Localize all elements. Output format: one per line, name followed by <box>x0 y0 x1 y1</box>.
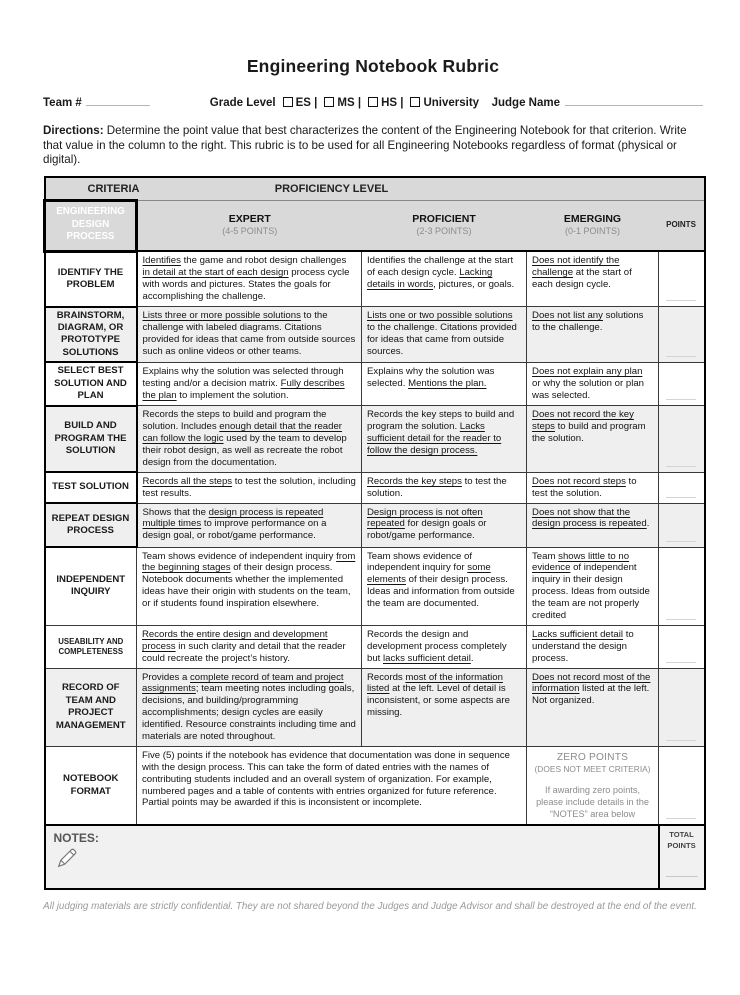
proficient-label: PROFICIENT <box>412 213 476 226</box>
proficient-cell: Records the design and development process completely but lacks sufficient detail. <box>362 625 527 668</box>
zero-title: ZERO POINTS <box>556 751 629 763</box>
points-cell <box>659 251 705 306</box>
zero-note: If awarding zero points, please include details in the “NOTES” area below <box>536 784 649 819</box>
points-cell <box>659 472 705 503</box>
info-row <box>43 93 703 109</box>
expert-cell: Records the entire design and development process in such clarity and detail that the reader could recreate the project’s history. <box>137 625 362 668</box>
emerging-cell: Does not identify the challenge at the start of each design cycle. <box>527 251 659 306</box>
rubric-row <box>45 307 705 363</box>
points-cell <box>659 625 705 668</box>
points-cell <box>659 547 705 625</box>
points-blank-line <box>666 619 696 620</box>
criteria-cell: REPEAT DESIGN PROCESS <box>45 503 137 547</box>
points-blank-line <box>666 662 696 663</box>
notebook-format-description-cell: Five (5) points if the notebook has evidence that documentation was done in sequence with the design process. This can take the form of dated entries with the names of contributing students included and an overall system of organization. For example, numbered pages and a table of contents with entries organized for future reference. Partial points may be awarded if this is inconsistent or incomplete. <box>137 746 527 825</box>
checkbox-icon <box>368 97 378 107</box>
points-blank-line <box>666 541 696 542</box>
criteria-header: CRITERIA <box>45 177 137 201</box>
proficiency-level-header: PROFICIENCY LEVEL <box>137 177 527 201</box>
criteria-cell: IDENTIFY THE PROBLEM <box>45 251 137 306</box>
checkbox-icon <box>410 97 420 107</box>
emerging-cell: Does not record most of the information listed at the left. Not organized. <box>527 668 659 746</box>
table-top-header-row <box>45 177 705 201</box>
team-label: Team # <box>43 97 82 109</box>
page-title: Engineering Notebook Rubric <box>246 56 500 76</box>
proficient-cell: Design process is not often repeated for design goals or robot/game performance. <box>362 503 527 547</box>
criteria-cell: BRAINSTORM, DIAGRAM, OR PROTOTYPE SOLUTIONS <box>45 307 137 363</box>
points-blank-line <box>666 356 696 357</box>
directions-paragraph <box>43 124 703 168</box>
emerging-cell: Team shows little to no evidence of independent inquiry in their design process. Ideas from outside the team are not properly credited <box>527 547 659 625</box>
points-cell <box>659 668 705 746</box>
points-cell <box>659 362 705 405</box>
emerging-label: EMERGING <box>563 213 622 226</box>
grade-label: Grade Level <box>209 97 276 109</box>
proficient-cell: Team shows evidence of independent inquiry for some elements of their design process. Ideas and information from outside the team are documented. <box>362 547 527 625</box>
emerging-cell: Does not record the key steps to build and program the solution. <box>527 406 659 472</box>
checkbox-icon <box>324 97 334 107</box>
expert-cell: Records the steps to build and program the solution. Includes enough detail that the reader can follow the logic used by the team to develop their robot design, as well as recreate the robot design from the documentation. <box>137 406 362 472</box>
grade-option-ms: MS <box>317 97 354 109</box>
proficient-cell: Records the key steps to build and program the solution. Lacks sufficient detail for the reader to follow the design process. <box>362 406 527 472</box>
points-cell <box>659 503 705 547</box>
rubric-row-notebook-format <box>45 746 705 825</box>
expert-cell: Team shows evidence of independent inquiry from the beginning stages of their design process. Notebook documents whether the implemented ideas have their origin with students on the team, or if students found inspiration elsewhere. <box>137 547 362 625</box>
grade-option-hs: HS <box>361 97 397 109</box>
grade-option-es: ES <box>276 97 311 109</box>
emerging-cell: Does not list any solutions to the challenge. <box>527 307 659 363</box>
total-points-blank-line <box>666 876 698 877</box>
document-page <box>43 56 703 890</box>
proficient-cell: Lists one or two possible solutions to the challenge. Citations provided for ideas that came from outside sources. <box>362 307 527 363</box>
rubric-row <box>45 625 705 668</box>
notes-cell <box>45 825 659 889</box>
total-points-label: TOTAL POINTS <box>667 830 696 851</box>
notes-row <box>45 825 705 889</box>
checkbox-icon <box>283 97 293 107</box>
proficient-cell: Identifies the challenge at the start of each design cycle. Lacking details in words, pictures, or goals. <box>362 251 527 306</box>
grade-level-field <box>210 97 479 109</box>
points-blank-line <box>666 300 696 301</box>
zero-points-cell <box>527 746 659 825</box>
level-header-emerging <box>527 200 659 251</box>
level-header-proficient <box>362 200 527 251</box>
points-blank-line <box>666 740 696 741</box>
expert-points-range: (4-5 POINTS) <box>222 226 278 237</box>
judge-blank-line <box>565 93 703 106</box>
points-cell <box>659 746 705 825</box>
expert-cell: Explains why the solution was selected through testing and/or a decision matrix. Fully describes the plan to implement the solution. <box>137 362 362 405</box>
criteria-cell: SELECT BEST SOLUTION AND PLAN <box>45 362 137 405</box>
notes-label: NOTES: <box>53 831 99 846</box>
points-cell <box>659 307 705 363</box>
proficient-cell: Explains why the solution was selected. Mentions the plan. <box>362 362 527 405</box>
grade-options <box>276 97 479 109</box>
confidentiality-footer: All judging materials are strictly confidential. They are not shared beyond the Judges and Judge Advisor and shall be destroyed at the end of the event. <box>43 901 697 913</box>
points-blank-line <box>666 399 696 400</box>
expert-cell: Provides a complete record of team and project assignments; team meeting notes including goals, decisions, and building/programming accomplishments; design cycles are easily identified. Resource constraints including time and materials are noted throughout. <box>137 668 362 746</box>
expert-cell: Records all the steps to test the solution, including test results. <box>137 472 362 503</box>
directions-label: Directions: <box>43 124 104 137</box>
grade-separator: | <box>310 97 318 109</box>
team-blank-line <box>86 93 150 106</box>
criteria-cell: USEABILITY AND COMPLETENESS <box>45 625 137 668</box>
rubric-row <box>45 668 705 746</box>
directions-text: Determine the point value that best characterizes the content of the Engineering Notebook for that criterion. Write that value in the column to the right. This rubric is to be used for all Engineering Notebooks regardless of format (physical or digital). <box>43 124 687 167</box>
criteria-cell: RECORD OF TEAM AND PROJECT MANAGEMENT <box>45 668 137 746</box>
criteria-cell: INDEPENDENT INQUIRY <box>45 547 137 625</box>
grade-option-university: University <box>403 97 479 109</box>
grade-separator: | <box>354 97 362 109</box>
top-header-spacer <box>527 177 705 201</box>
table-level-header-row <box>45 200 705 251</box>
proficient-cell: Records most of the information listed at the left. Level of detail is inconsistent, or some aspects are missing. <box>362 668 527 746</box>
rubric-row <box>45 251 705 306</box>
emerging-cell: Does not explain any plan or why the solution or plan was selected. <box>527 362 659 405</box>
rubric-row <box>45 406 705 472</box>
engineering-design-process-header: ENGINEERING DESIGN PROCESS <box>45 200 137 251</box>
grade-separator: | <box>397 97 404 109</box>
expert-cell: Identifies the game and robot design challenges in detail at the start of each design process cycle with words and pictures. States the goals for accomplishing the challenge. <box>137 251 362 306</box>
total-points-cell <box>659 825 705 889</box>
criteria-cell: BUILD AND PROGRAM THE SOLUTION <box>45 406 137 472</box>
rubric-row <box>45 503 705 547</box>
emerging-cell: Does not record steps to test the solution. <box>527 472 659 503</box>
rubric-row <box>45 547 705 625</box>
points-cell <box>659 406 705 472</box>
rubric-row <box>45 472 705 503</box>
criteria-cell: NOTEBOOK FORMAT <box>45 746 137 825</box>
zero-sub: (DOES NOT MEET CRITERIA) <box>534 763 651 774</box>
expert-label: EXPERT <box>228 213 271 226</box>
level-header-expert <box>137 200 362 251</box>
proficient-cell: Records the key steps to test the solution. <box>362 472 527 503</box>
expert-cell: Shows that the design process is repeated multiple times to improve performance on a design goal, or robot/game performance. <box>137 503 362 547</box>
points-header: POINTS <box>659 200 705 251</box>
judge-label: Judge Name <box>491 97 560 109</box>
rubric-row <box>45 362 705 405</box>
team-field <box>43 93 150 109</box>
points-blank-line <box>666 497 696 498</box>
criteria-cell: TEST SOLUTION <box>45 472 137 503</box>
rubric-table <box>43 176 706 891</box>
proficient-points-range: (2-3 POINTS) <box>416 226 472 237</box>
judge-name-field <box>492 93 703 109</box>
points-blank-line <box>666 818 696 819</box>
points-blank-line <box>666 466 696 467</box>
emerging-points-range: (0-1 POINTS) <box>565 226 621 237</box>
emerging-cell: Lacks sufficient detail to understand the design process. <box>527 625 659 668</box>
expert-cell: Lists three or more possible solutions to the challenge with labeled diagrams. Citations provided for ideas that came from outside sources such as online videos or other teams. <box>137 307 362 363</box>
emerging-cell: Does not show that the design process is repeated. <box>527 503 659 547</box>
pencil-icon <box>56 847 78 869</box>
